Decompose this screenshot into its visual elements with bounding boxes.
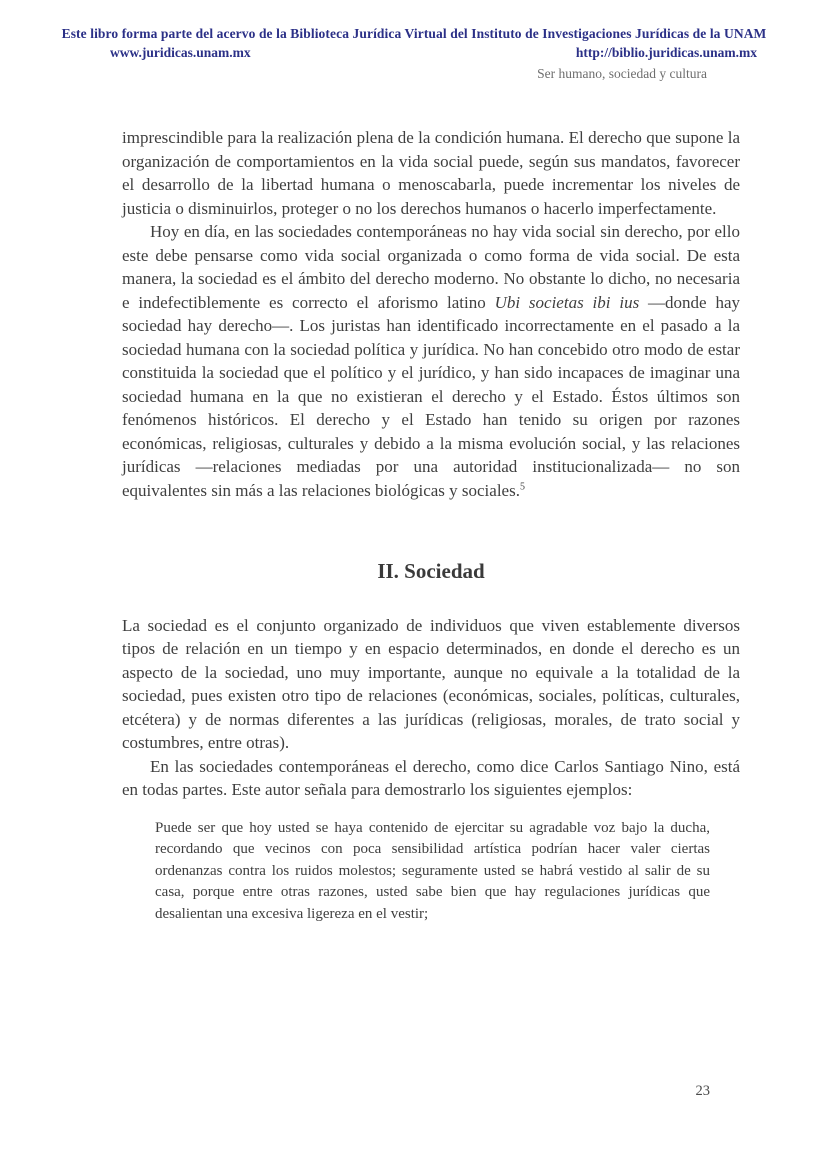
paragraph [122,755,740,802]
link-biblio-juridicas-unam[interactable]: http://biblio.juridicas.unam.mx [575,45,757,60]
text-run: —donde hay sociedad hay derecho—. Los juristas han identificado incorrectamente en el pasado a la sociedad humana con la sociedad política y jurídica. No han concebido otro modo de estar constituida la sociedad que el político y el jurídico, y han sido incapaces de imaginar una sociedad humana en la que no existieran el derecho y el Estado. Éstos últimos son fenómenos históricos. El derecho y el Estado han tenido su origen por razones económicas, religiosas, culturales y debido a la misma evolución social, y las relaciones jurídicas —relaciones mediadas por una autoridad institucionalizada— no son equivalentes sin más a las relaciones biológicas y sociales. [122,292,740,500]
library-notice: Este libro forma parte del acervo de la Biblioteca Jurídica Virtual del Instituto de Investigaciones Jurídicas de la UNAM [61,26,767,41]
document-body [122,126,740,925]
text-run: En las sociedades contemporáneas el derecho, como dice Carlos Santiago Nino, está en todas partes. Este autor señala para demostrarlo los siguientes ejemplos: [122,756,740,799]
section-heading: II. Sociedad [377,559,485,583]
footnote-marker: 5 [519,480,525,492]
latin-phrase: Ubi societas ibi ius [494,292,640,312]
paragraph [122,126,740,220]
blockquote [155,818,710,926]
paragraph [122,220,740,502]
running-title: Ser humano, sociedad y cultura [537,66,707,81]
link-juridicas-unam[interactable]: www.juridicas.unam.mx [110,45,251,60]
page-header [0,0,828,82]
page-number: 23 [695,1083,710,1099]
paragraph [122,614,740,755]
header-links [0,42,828,61]
text-run: La sociedad es el conjunto organizado de individuos que viven establemente diversos tipos de relación en un tiempo y en espacio determinados, en donde el derecho es un aspecto de la sociedad, uno muy importante, aunque no equivale a la totalidad de la sociedad, pues existen otro tipo de relaciones (económicas, sociales, políticas, culturales, etcétera) y de normas diferentes a las jurídicas (religiosas, morales, de trato social y costumbres, entre otras). [122,615,740,752]
text-run: Hoy en día, en las sociedades contemporáneas no hay vida social sin derecho, por ello este debe pensarse como vida social organizada o como forma de vida social. De esta manera, la sociedad es el ámbito del derecho moderno. No obstante lo dicho, no necesaria e indefectiblemente es correcto el aforismo latino [122,222,740,312]
text-run: imprescindible para la realización plena de la condición humana. El derecho que supone la organización de comportamientos en la vida social puede, según sus mandatos, favorecer el desarrollo de la libertad humana o menoscabarla, puede incrementar los niveles de justicia o disminuirlos, proteger o no los derechos humanos o hacerlo imperfectamente. [122,128,740,218]
text-run: Puede ser que hoy usted se haya contenido de ejercitar su agradable voz bajo la ducha, recordando que vecinos con poca sensibilidad artística podrían hacer valer ciertas ordenanzas contra los ruidos molestos; seguramente usted se habrá vestido al salir de su casa, porque entre otras razones, usted sabe bien que hay regulaciones jurídicas que desalientan una excesiva ligereza en el vestir; [155,819,710,922]
